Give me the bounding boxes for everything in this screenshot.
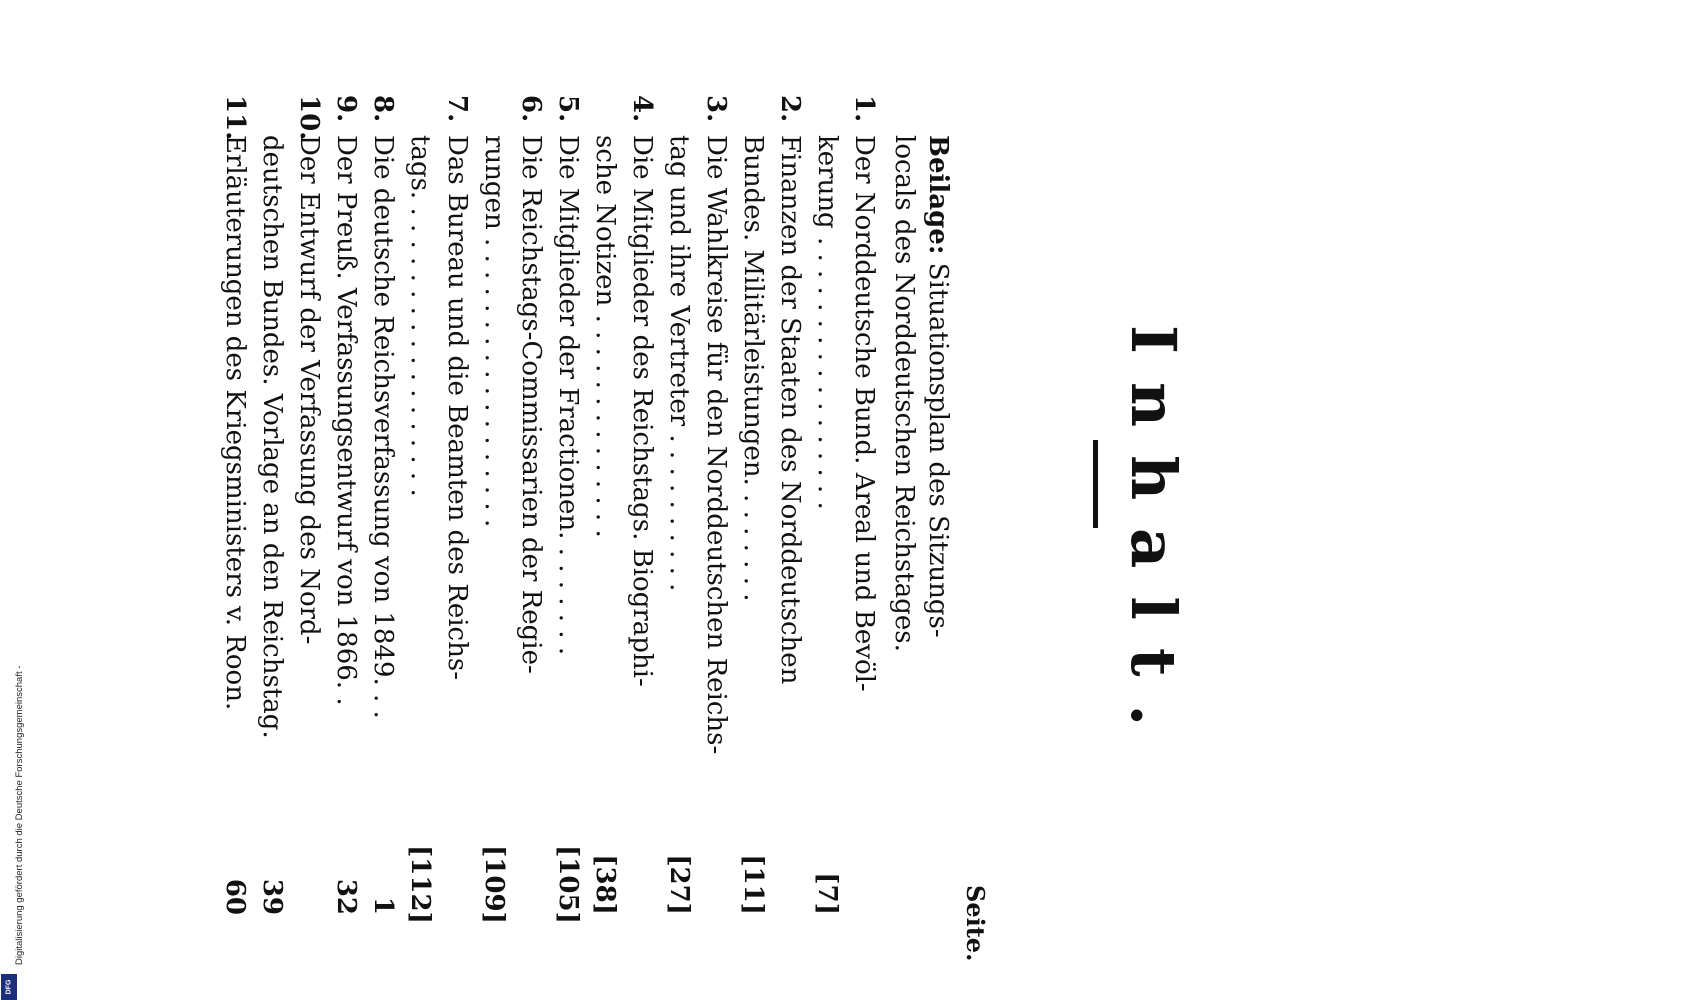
toc-entry: [364, 95, 401, 955]
toc-entries: [216, 95, 882, 955]
toc-entry-line: Der Norddeutsche Bund. Areal und Bevöl-: [849, 135, 879, 692]
toc-entry-text: [364, 135, 401, 825]
beilage-line-2: locals des Norddeutschen Reichstages.: [889, 135, 919, 652]
toc-entry-line: sche Notizen . . . . . . . . . . . . . .: [590, 135, 620, 538]
footer-credit-text: Digitalisierung gefördert durch die Deutsche Forschungsgemeinschaft -: [14, 665, 25, 965]
toc-entry-line: Die deutsche Reichsverfassung von 1849. . .: [368, 135, 398, 719]
toc-entry-page: [105]: [553, 845, 583, 924]
toc-entry-number: 3.: [701, 95, 731, 123]
toc-entry-number: 6.: [516, 95, 546, 123]
toc-entry-text: [475, 135, 549, 825]
toc-entry-line: Die Mitglieder der Fractionen. . . . . . . .: [553, 135, 583, 656]
toc-entry: [401, 95, 475, 955]
page-title: Inhalt.: [1117, 325, 1190, 755]
toc-entry-text: [216, 135, 253, 825]
beilage-entry: [887, 135, 955, 835]
toc-entry: [549, 95, 586, 955]
toc-entry-number: 2.: [775, 95, 805, 123]
toc-entry-text: [549, 135, 586, 825]
toc-entry-line: Die Reichstags-Commissarien der Regie-: [516, 135, 546, 674]
rotated-page: [220, 95, 1220, 962]
toc-entry-text: [660, 135, 734, 825]
toc-entry-number: 11.: [220, 95, 250, 141]
toc-entry: [660, 95, 734, 955]
toc-entry-line: Der Preuß. Verfassungsentwurf von 1866. .: [331, 135, 361, 706]
toc-entry-line: Die Mitglieder des Reichstags. Biographi-: [627, 135, 657, 687]
toc-entry-text: [253, 135, 327, 825]
toc-entry: [327, 95, 364, 955]
toc-entry-number: 4.: [627, 95, 657, 123]
toc-entry-line: Der Entwurf der Verfassung des Nord-: [294, 135, 324, 645]
toc-entry-text: [586, 135, 660, 825]
toc-entry-page: [11]: [738, 854, 768, 915]
toc-entry-line: Das Bureau und die Beamten des Reichs-: [442, 135, 472, 680]
toc-entry-line: Erläuterungen des Kriegsministers v. Roon.: [220, 135, 250, 711]
toc-entry: [734, 95, 808, 955]
toc-entry-number: 8.: [368, 95, 398, 123]
toc-entry-text: [734, 135, 808, 825]
toc-entry-line: tag und ihre Vertreter . . . . . . . . . .: [664, 135, 694, 592]
toc-entry-line: Finanzen der Staaten des Norddeutschen: [775, 135, 805, 685]
toc-entry-page: [27]: [664, 854, 694, 915]
toc-entry-line: tags. . . . . . . . . . . . . . . . . . .: [405, 135, 435, 497]
toc-entry-number: 5.: [553, 95, 583, 123]
dfg-logo-text: DFG: [5, 979, 13, 995]
toc-entry-number: 9.: [331, 95, 361, 123]
beilage-label: Beilage:: [923, 135, 953, 255]
toc-entry: [586, 95, 660, 955]
dfg-logo: [1, 974, 17, 1000]
beilage-line-1: Situationsplan des Sitzungs-: [923, 262, 953, 638]
toc-entry-number: 1.: [849, 95, 879, 123]
toc-entry: [475, 95, 549, 955]
toc-entry: [216, 95, 253, 955]
toc-entry-page: 39: [257, 878, 287, 915]
toc-entry-page: [112]: [405, 845, 435, 924]
toc-entry-page: [38]: [590, 854, 620, 915]
toc-entry-page: 60: [220, 878, 250, 915]
toc-entry-page: [109]: [479, 845, 509, 924]
page-column-header: Seite.: [961, 885, 990, 962]
title-rule: [1093, 440, 1098, 528]
toc-entry-number: 10.: [294, 95, 324, 141]
toc-entry-number: 7.: [442, 95, 472, 123]
toc-entry-text: [327, 135, 364, 825]
toc-entry-text: [808, 135, 882, 825]
toc-entry-page: 32: [331, 878, 361, 915]
toc-entry-line: Die Wahlkreise für den Norddeutschen Reichs-: [701, 135, 731, 755]
toc-entry: [253, 95, 327, 955]
toc-entry-text: [401, 135, 475, 825]
toc-entry-line: kerung . . . . . . . . . . . . . . . . .: [812, 135, 842, 510]
toc-entry-line: deutschen Bundes. Vorlage an den Reichstag.: [257, 135, 287, 739]
toc-entry-line: rungen . . . . . . . . . . . . . . . . . .: [479, 135, 509, 528]
toc-entry: [808, 95, 882, 955]
toc-entry-line: Bundes. Militärleistungen. . . . . . . .: [738, 135, 768, 602]
toc-entry-page: [7]: [812, 872, 842, 915]
toc-entry-page: 1: [368, 896, 398, 915]
